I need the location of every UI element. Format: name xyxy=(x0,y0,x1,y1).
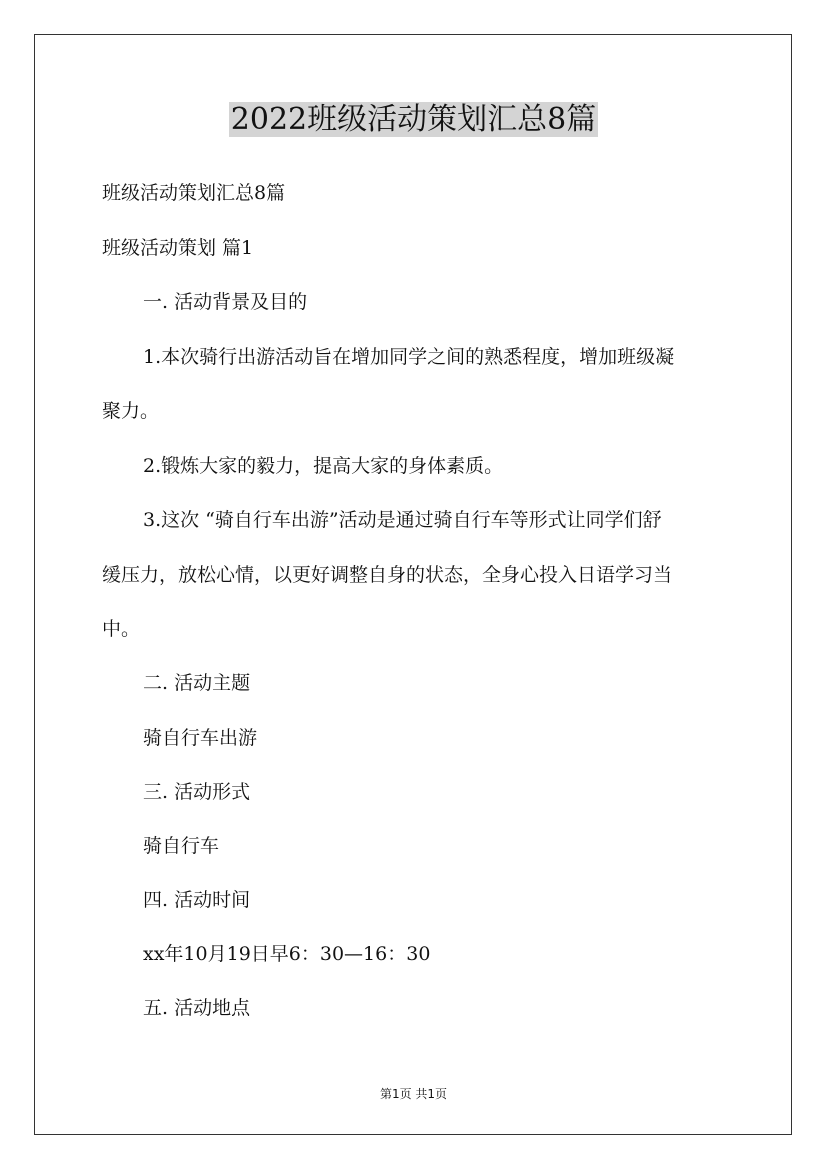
page-footer: 第1页 共1页 xyxy=(379,1087,448,1101)
section-heading: 二. 活动主题 xyxy=(143,672,251,694)
paragraph-line: 骑自行车 xyxy=(143,835,220,857)
paragraph-line: 1.本次骑行出游活动旨在增加同学之间的熟悉程度，增加班级凝 xyxy=(143,346,675,368)
paragraph-line: xx年10月19日早6：30—16：30 xyxy=(143,943,431,965)
paragraph-line: 缓压力，放松心情，以更好调整自身的状态，全身心投入日语学习当 xyxy=(102,564,673,586)
document-title xyxy=(0,98,827,142)
section-heading: 三. 活动形式 xyxy=(143,781,251,803)
section-heading: 四. 活动时间 xyxy=(143,889,251,911)
paragraph-line: 中。 xyxy=(102,618,141,640)
paragraph-line: 骑自行车出游 xyxy=(143,727,258,749)
paragraph-line: 班级活动策划 篇1 xyxy=(102,237,254,259)
paragraph-line: 2.锻炼大家的毅力，提高大家的身体素质。 xyxy=(143,455,504,477)
section-heading: 一. 活动背景及目的 xyxy=(143,291,308,313)
paragraph-line: 聚力。 xyxy=(102,400,160,422)
paragraph-line: 3.这次 “骑自行车出游”活动是通过骑自行车等形式让同学们舒 xyxy=(143,509,662,531)
document-title-text: 2022班级活动策划汇总8篇 xyxy=(230,102,597,137)
paragraph-line: 班级活动策划汇总8篇 xyxy=(102,182,286,204)
section-heading: 五. 活动地点 xyxy=(143,997,251,1019)
